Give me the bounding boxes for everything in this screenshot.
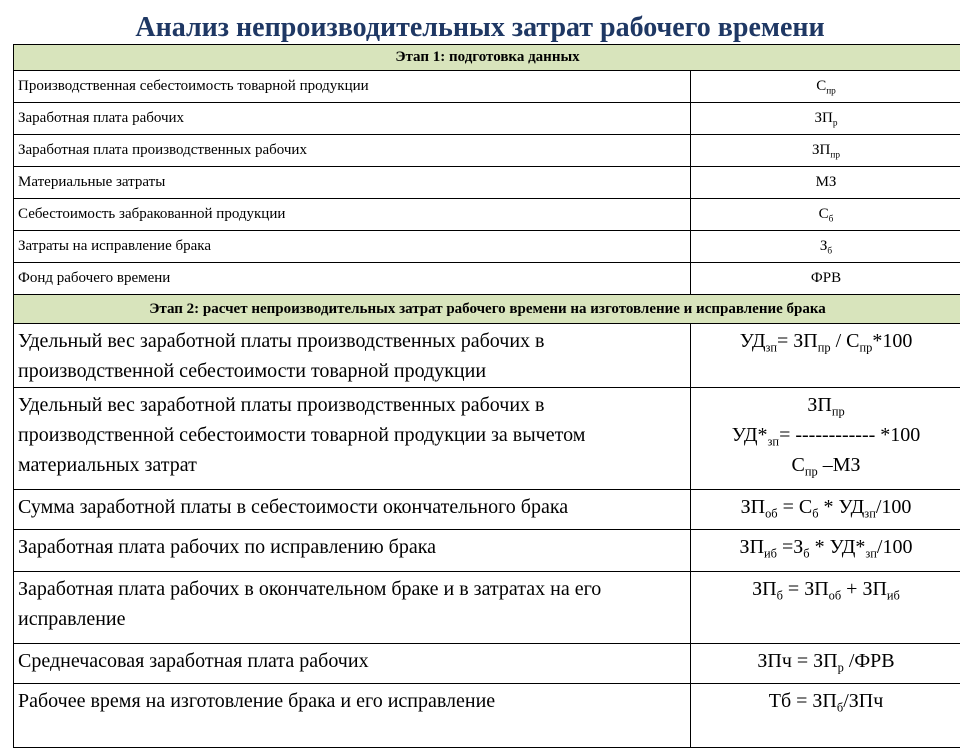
row-label: Удельный вес заработной платы производственных рабочих в производственной себестоимости товарной продукции за вычетом материальных затрат	[14, 388, 691, 490]
row-label: Сумма заработной платы в себестоимости окончательного брака	[14, 490, 691, 530]
table-row	[14, 263, 960, 295]
table-row	[14, 572, 960, 644]
table-row	[14, 644, 960, 684]
row-formula: $ЗП_{пр}$ $УД*_{зп}=$ ------------ *100 $С_{пр}$ –МЗ	[691, 388, 960, 490]
row-label: Заработная плата рабочих по исправлению брака	[14, 530, 691, 572]
table-row	[14, 684, 960, 748]
row-symbol: $ЗП_{пр}$	[691, 135, 960, 167]
table-row	[14, 71, 960, 103]
row-symbol: $С_{пр}$	[691, 71, 960, 103]
row-symbol: ФРВ	[691, 263, 960, 295]
row-formula: $ЗП_{иб} =З_б * УД*_{зп}/100$	[691, 530, 960, 572]
table-row	[14, 324, 960, 388]
table-row	[14, 135, 960, 167]
table-row	[14, 199, 960, 231]
row-label: Производственная себестоимость товарной продукции	[14, 71, 691, 103]
stage2-header: Этап 2: расчет непроизводительных затрат рабочего времени на изготовление и исправление брака	[14, 295, 960, 324]
table-row	[14, 388, 960, 490]
row-label: Затраты на исправление брака	[14, 231, 691, 263]
row-symbol: $С_б$	[691, 199, 960, 231]
table-row	[14, 231, 960, 263]
row-label: Фонд рабочего времени	[14, 263, 691, 295]
row-label: Рабочее время на изготовление брака и его исправление	[14, 684, 691, 748]
stage2-header-row	[14, 295, 960, 324]
stage1-header-row	[14, 45, 960, 71]
row-label: Материальные затраты	[14, 167, 691, 199]
row-formula: Тб = $ЗП_б$/ЗПч	[691, 684, 960, 748]
row-formula: ЗПч = $ЗП_р$ /ФРВ	[691, 644, 960, 684]
row-label: Удельный вес заработной платы производственных рабочих в производственной себестоимости товарной продукции	[14, 324, 691, 388]
analysis-table	[13, 44, 960, 748]
row-label: Заработная плата производственных рабочих	[14, 135, 691, 167]
row-label: Заработная плата рабочих в окончательном браке и в затратах на его исправление	[14, 572, 691, 644]
table-row	[14, 530, 960, 572]
table-row	[14, 103, 960, 135]
row-formula: $ЗП_{об} = С_б * УД_{зп}/100$	[691, 490, 960, 530]
row-label: Заработная плата рабочих	[14, 103, 691, 135]
row-label: Среднечасовая заработная плата рабочих	[14, 644, 691, 684]
row-symbol: МЗ	[691, 167, 960, 199]
row-formula: $ЗП_б = ЗП_{об} + ЗП_{иб}$	[691, 572, 960, 644]
row-symbol: $З_б$	[691, 231, 960, 263]
row-formula: $УД_{зп}= ЗП_{пр} / С_{пр}*100$	[691, 324, 960, 388]
stage1-header: Этап 1: подготовка данных	[14, 45, 960, 71]
table-row	[14, 167, 960, 199]
page-title: Анализ непроизводительных затрат рабочего времени	[0, 8, 960, 48]
table-row	[14, 490, 960, 530]
row-label: Себестоимость забракованной продукции	[14, 199, 691, 231]
row-symbol: $ЗП_р$	[691, 103, 960, 135]
